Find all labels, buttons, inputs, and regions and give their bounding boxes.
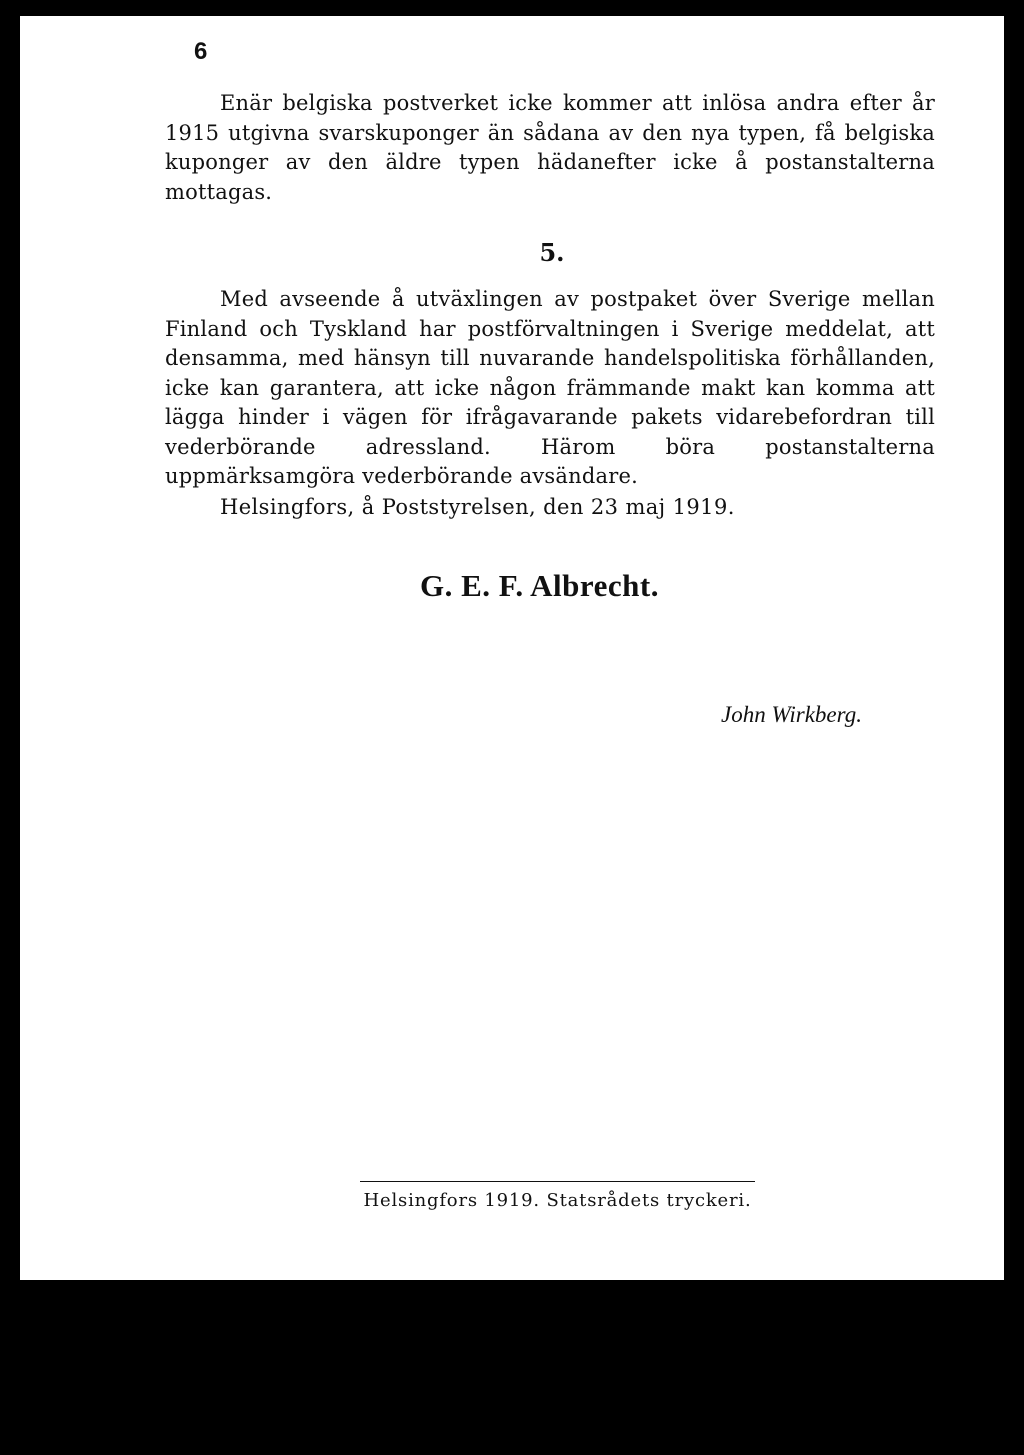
footer-divider bbox=[360, 1181, 755, 1182]
countersignatory-name: John Wirkberg. bbox=[721, 702, 862, 727]
section-number: 5. bbox=[539, 238, 565, 267]
paragraph-parcel-exchange: Med avseende å utväxlingen av postpaket över Sverige mellan Finland och Tyskland har postförvaltningen i Sverige meddelat, att densamma, med hänsyn till nuvarande handelspolitiska förhållanden, icke kan garantera, att icke någon främmande makt kan komma att lägga hinder i vägen för ifrågavarande pakets vidarebefordran till vederbörande adressland. Härom böra postanstalterna uppmärksamgöra vederbörande avsändare. bbox=[165, 287, 935, 488]
paragraph-belgian-coupons: Enär belgiska postverket icke kommer att inlösa andra efter år 1915 utgivna svarskuponger än sådana av den nya typen, få belgiska kuponger av den äldre typen hädanefter icke å postanstalterna mottagas. bbox=[165, 91, 935, 204]
document-page bbox=[20, 16, 1004, 1280]
page-number: 6 bbox=[194, 38, 208, 65]
printer-imprint: Helsingfors 1919. Statsrådets tryckeri. bbox=[363, 1190, 752, 1211]
signatory-name: G. E. F. Albrecht. bbox=[420, 568, 659, 603]
dateline: Helsingfors, å Poststyrelsen, den 23 maj 1919. bbox=[220, 495, 735, 519]
